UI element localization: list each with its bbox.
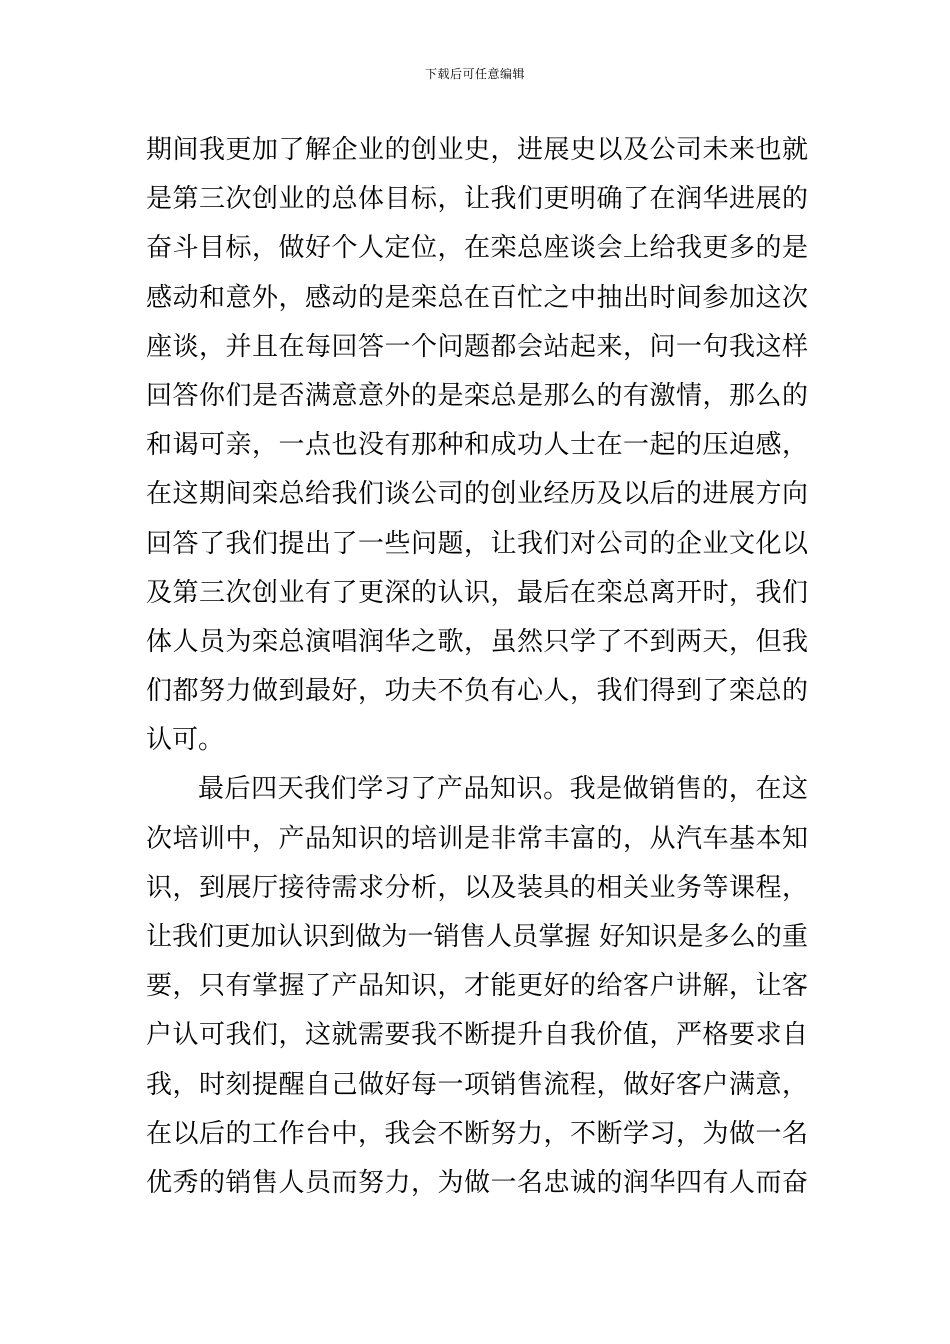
text-line: 要，只有掌握了产品知识，才能更好的给客户讲解，让客 <box>146 971 808 1002</box>
text-line: 次培训中，产品知识的培训是非常丰富的，从汽车基本知 <box>146 823 808 854</box>
text-line: 体人员为栾总演唱润华之歌，虽然只学了不到两天，但我 <box>146 626 808 657</box>
text-line: 及第三次创业有了更深的认识，最后在栾总离开时，我们 <box>146 577 808 608</box>
page-header: 下载后可任意编辑 <box>424 67 525 81</box>
text-line: 优秀的销售人员而努力，为做一名忠诚的润华四有人而奋 <box>146 1167 808 1198</box>
text-line: 和谒可亲，一点也没有那种和成功人士在一起的压迫感， <box>146 430 808 461</box>
text-line: 认可。 <box>146 725 225 756</box>
text-line: 识，到展厅接待需求分析，以及装具的相关业务等课程， <box>146 872 808 903</box>
text-line: 回答你们是否满意意外的是栾总是那么的有激情，那么的 <box>146 380 808 411</box>
text-line: 在以后的工作台中，我会不断努力，不断学习，为做一名 <box>146 1118 808 1149</box>
text-line: 最后四天我们学习了产品知识。我是做销售的，在这 <box>198 774 808 805</box>
text-line: 座谈，并且在每回答一个问题都会站起来，问一句我这样 <box>146 331 808 362</box>
text-line: 感动和意外，感动的是栾总在百忙之中抽出时间参加这次 <box>146 282 808 313</box>
text-line: 是第三次创业的总体目标，让我们更明确了在润华进展的 <box>146 184 808 215</box>
text-line: 回答了我们提出了一些问题，让我们对公司的企业文化以 <box>146 528 808 559</box>
text-line: 们都努力做到最好，功夫不负有心人，我们得到了栾总的 <box>146 676 808 707</box>
text-line: 我，时刻提醒自己做好每一项销售流程，做好客户满意， <box>146 1069 808 1100</box>
paragraph <box>146 765 808 1208</box>
text-line: 在这期间栾总给我们谈公司的创业经历及以后的进展方向 <box>146 479 808 510</box>
text-line: 期间我更加了解企业的创业史，进展史以及公司未来也就 <box>146 135 808 165</box>
document-body <box>146 126 808 1208</box>
text-line: 户认可我们，这就需要我不断提升自我价值，严格要求自 <box>146 1020 808 1051</box>
text-line: 让我们更加认识到做为一销售人员掌握 好知识是多么的重 <box>146 922 808 952</box>
paragraph <box>146 126 808 765</box>
text-line: 奋斗目标，做好个人定位，在栾总座谈会上给我更多的是 <box>146 233 808 264</box>
